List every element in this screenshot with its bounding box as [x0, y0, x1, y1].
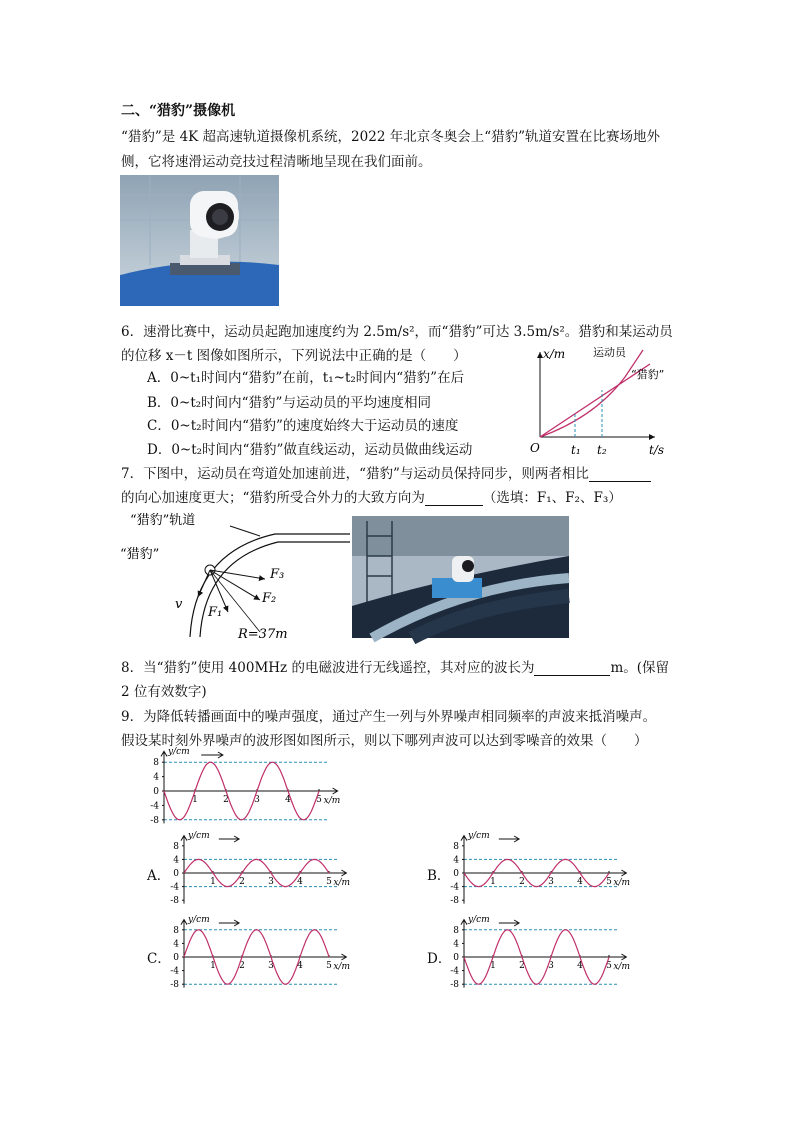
q7-line-1-text: 7．下图中，运动员在弯道处加速前进，“猎豹”与运动员保持同步，则两者相比 — [121, 466, 589, 482]
track-camera-photo — [352, 516, 569, 638]
y-tick-label: 4 — [173, 855, 179, 866]
x-axis-label: x/m — [613, 878, 631, 888]
x-tick-label: 2 — [519, 877, 525, 887]
q6-option-d: D．0~t₂时间内“猎豹”做直线运动，运动员做曲线运动 — [147, 442, 473, 458]
q9-line-1: 9．为降低转播画面中的噪声强度，通过产生一列与外界噪声相同频率的声波来抵消噪声。 — [121, 709, 657, 725]
x-tick-label: 5 — [326, 877, 332, 887]
camera-photo — [120, 175, 279, 306]
y-tick-label: 4 — [453, 855, 459, 866]
q6-option-c: C．0~t₂时间内“猎豹”的速度始终大于运动员的速度 — [147, 418, 459, 434]
x-tick-label: 4 — [297, 877, 303, 887]
y-tick-label: -8 — [150, 815, 159, 826]
f1-label: F₁ — [208, 605, 223, 620]
q6-line-1: 6．速滑比赛中，运动员起跑加速度约为 2.5m/s²，而“猎豹”可达 3.5m/s²。猎豹和某运动员 — [121, 324, 673, 340]
q9-option-a-graph — [160, 826, 360, 906]
section-title: 二、“猎豹”摄像机 — [121, 103, 236, 119]
x-tick-label: 5 — [326, 961, 332, 971]
x-tick-label: 4 — [577, 961, 583, 971]
x-tick-label: 5 — [606, 877, 612, 887]
x-tick-label: 1 — [210, 961, 216, 971]
q8-line-1 — [121, 656, 669, 676]
q9-main-wave-graph — [120, 746, 341, 826]
v-label: v — [175, 597, 183, 612]
y-tick-label: -8 — [450, 896, 459, 907]
y-tick-label: -8 — [170, 896, 179, 907]
y-tick-label: 0 — [453, 953, 459, 963]
y-tick-label: 4 — [453, 939, 459, 950]
x-tick-label: 1 — [490, 961, 496, 971]
y-tick-label: -4 — [170, 966, 179, 977]
graph-t1: t₁ — [571, 443, 581, 457]
q9-option-c-graph — [160, 910, 360, 995]
x-tick-label: 2 — [239, 877, 245, 887]
cheetah-label: “猎豹” — [120, 547, 160, 562]
q7-line-2-text: 的向心加速度更大；“猎豹所受合外力的大致方向为 — [121, 490, 425, 506]
q9-option-b-label[interactable]: B． — [427, 868, 451, 884]
y-tick-label: 4 — [173, 939, 179, 950]
x-tick-label: 1 — [192, 795, 198, 805]
track-label: “猎豹”轨道 — [130, 513, 196, 528]
q7-force-diagram — [120, 512, 350, 642]
x-tick-label: 5 — [316, 795, 322, 805]
x-axis-label: x/m — [333, 962, 351, 972]
q7-line-2 — [121, 486, 622, 506]
y-tick-label: 8 — [453, 925, 459, 936]
x-tick-label: 4 — [577, 877, 583, 887]
q9-line-2: 假设某时刻外界噪声的波形图如图所示，则以下哪列声波可以达到零噪音的效果（ ） — [121, 733, 648, 749]
q7-blank-2[interactable] — [425, 491, 483, 506]
q7-line-1 — [121, 462, 651, 482]
q9-option-d-graph — [440, 910, 640, 995]
x-tick-label: 2 — [519, 961, 525, 971]
graph-t2: t₂ — [597, 443, 607, 457]
x-tick-label: 3 — [548, 961, 554, 971]
x-tick-label: 4 — [297, 961, 303, 971]
q7-blank-1[interactable] — [589, 467, 651, 482]
q8-line-1-text: 8．当“猎豹”使用 400MHz 的电磁波进行无线遥控，其对应的波长为 — [121, 660, 535, 676]
q9-option-a-label[interactable]: A． — [147, 868, 171, 884]
y-tick-label: 8 — [173, 841, 179, 852]
graph-origin: O — [530, 441, 540, 455]
radius-label: R=37m — [238, 627, 288, 642]
x-tick-label: 1 — [490, 877, 496, 887]
x-tick-label: 1 — [210, 877, 216, 887]
x-tick-label: 3 — [254, 795, 260, 805]
y-tick-label: -4 — [170, 882, 179, 893]
q6-option-a: A．0~t₁时间内“猎豹”在前，t₁~t₂时间内“猎豹”在后 — [147, 370, 465, 386]
y-tick-label: 4 — [153, 772, 159, 783]
f3-label: F₃ — [270, 567, 285, 582]
y-tick-label: -8 — [450, 980, 459, 991]
y-tick-label: -4 — [450, 966, 459, 977]
x-tick-label: 3 — [548, 877, 554, 887]
x-tick-label: 5 — [606, 961, 612, 971]
q6-line-2: 的位移 x－t 图像如图所示，下列说法中正确的是（ ） — [121, 348, 467, 364]
y-axis-label: y/cm — [188, 915, 210, 925]
y-tick-label: 0 — [153, 787, 159, 797]
x-tick-label: 2 — [239, 961, 245, 971]
y-tick-label: -4 — [450, 882, 459, 893]
y-axis-label: y/cm — [468, 831, 490, 841]
x-axis-label: x/m — [323, 796, 341, 806]
q6-xt-graph — [525, 342, 705, 457]
q9-option-c-label[interactable]: C． — [147, 951, 171, 967]
x-tick-label: 3 — [268, 961, 274, 971]
x-tick-label: 3 — [268, 877, 274, 887]
q9-option-d-label[interactable]: D． — [427, 951, 452, 967]
y-tick-label: 8 — [453, 841, 459, 852]
x-tick-label: 2 — [223, 795, 229, 805]
y-tick-label: -4 — [150, 801, 159, 812]
f2-label: F₂ — [262, 591, 277, 606]
intro-line-1: “猎豹”是 4K 超高速轨道摄像机系统，2022 年北京冬奥会上“猎豹”轨道安置在比赛场地外 — [121, 129, 661, 145]
y-tick-label: 0 — [453, 869, 459, 879]
y-tick-label: 0 — [173, 869, 179, 879]
x-axis-label: x/m — [613, 962, 631, 972]
intro-line-2: 侧，它将速滑运动竞技过程清晰地呈现在我们面前。 — [121, 154, 432, 170]
graph-cheetah-label: “猎豹” — [631, 368, 665, 381]
y-axis-label: y/cm — [468, 915, 490, 925]
y-tick-label: 0 — [173, 953, 179, 963]
q6-option-b: B．0~t₂时间内“猎豹”与运动员的平均速度相同 — [147, 395, 431, 411]
y-axis-label: y/cm — [188, 831, 210, 841]
q8-line-1-suffix: m。(保留 — [610, 660, 670, 676]
graph-athlete-label: 运动员 — [593, 346, 626, 359]
y-tick-label: -8 — [170, 980, 179, 991]
q9-option-b-graph — [440, 826, 640, 906]
q7-line-2-suffix: （选填：F₁、F₂、F₃） — [482, 490, 622, 506]
q8-line-2: 2 位有效数字) — [121, 684, 207, 700]
graph-y-label: x/m — [543, 347, 566, 361]
graph-x-label: t/s — [649, 443, 665, 457]
x-tick-label: 4 — [285, 795, 291, 805]
x-axis-label: x/m — [333, 878, 351, 888]
q8-blank[interactable] — [534, 661, 610, 676]
y-axis-label: y/cm — [168, 747, 190, 757]
y-tick-label: 8 — [173, 925, 179, 936]
y-tick-label: 8 — [153, 758, 159, 769]
